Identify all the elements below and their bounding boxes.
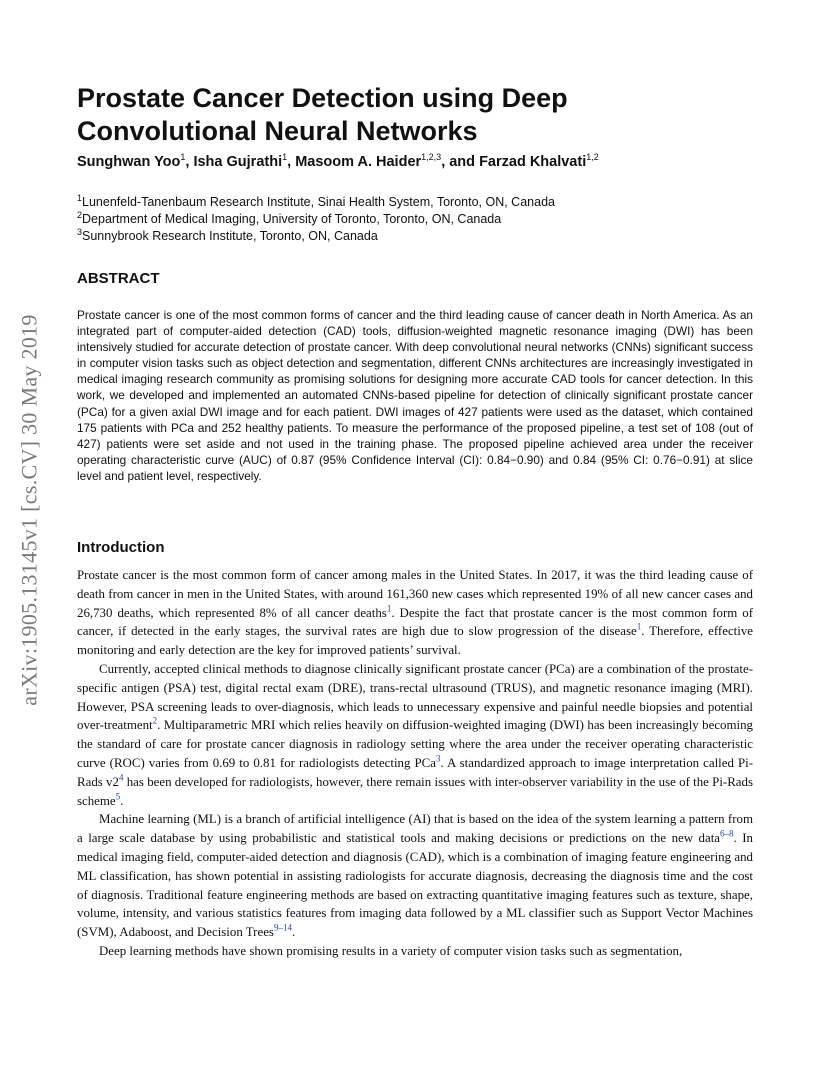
author-separator: , xyxy=(185,154,194,170)
affiliation-text: Department of Medical Imaging, University of Toronto, Toronto, ON, Canada xyxy=(82,212,502,226)
introduction-heading: Introduction xyxy=(77,539,165,556)
abstract-text: Prostate cancer is one of the most common forms of cancer and the third leading cause of cancer death in North America. As an integrated part of computer-aided detection (CAD) tools, diffusion-weighted magnetic resonance imaging (DWI) has been intensively studied for accurate detection of prostate cancer. With deep convolutional neural networks (CNNs) significant success in computer vision tasks such as object detection and segmentation, different CNNs architectures are increasingly investigated in medical imaging research community as promising solutions for designing more accurate CAD tools for cancer detection. In this work, we developed and implemented an automated CNNs-based pipeline for detection of clinically significant prostate cancer (PCa) for a given axial DWI image and for each patient. DWI images of 427 patients were used as the dataset, which contained 175 patients with PCa and 252 healthy patients. To measure the performance of the proposed pipeline, a test set of 108 (out of 427) patients were set aside and not used in the training phase. The proposed pipeline achieved area under the receiver operating characteristic curve (AUC) of 0.87 (95% Confidence Interval (CI): 0.84−0.90) and 0.84 (95% CI: 0.76−0.91) at slice level and patient level, respectively. xyxy=(77,308,753,483)
arxiv-identifier: arXiv:1905.13145v1 [cs.CV] 30 May 2019 xyxy=(17,314,43,706)
author-list xyxy=(77,152,753,172)
author-name: Sunghwan Yoo xyxy=(77,154,181,170)
affiliation-marker: 2 xyxy=(77,209,83,220)
affiliation-item xyxy=(77,228,753,245)
citation-link[interactable]: 6–8 xyxy=(720,828,734,839)
citation-link[interactable]: 1 xyxy=(386,603,392,614)
introduction-body xyxy=(77,566,753,961)
body-paragraph: Deep learning methods have shown promising results in a variety of computer vision tasks such as segmentation, xyxy=(99,943,683,958)
affiliation-text: Sunnybrook Research Institute, Toronto, ON, Canada xyxy=(82,229,378,243)
affiliation-item xyxy=(77,211,753,228)
affiliation-text: Lunenfeld-Tanenbaum Research Institute, Sinai Health System, Toronto, ON, Canada xyxy=(82,195,555,209)
citation-link[interactable]: 5 xyxy=(115,791,121,802)
author-name: Farzad Khalvati xyxy=(479,154,587,170)
body-paragraph: Prostate cancer is the most common form of cancer among males in the United States. In 2017, it was the third leading cause of death from cancer in men in the United States, with around 161,360 new cases which represented 19% of all new cancer cases and 26,730 deaths, which represented 8% of all cancer deaths$^1$. Despite the fact that prostate cancer is the most common form of cancer, if detected in the early stages, the survival rates are high due to slow progression of the disease$^1$. Therefore, effective monitoring and early detection are the key for improved patients’ survival. xyxy=(77,568,753,658)
abstract-heading: ABSTRACT xyxy=(77,270,160,287)
author-affiliation-marker: 1,2 xyxy=(586,152,599,163)
body-paragraph: Machine learning (ML) is a branch of artificial intelligence (AI) that is based on the idea of the system learning a pattern from a large scale database by using probabilistic and statistical tools and making decisions or predictions on the new data$^{6-8}$. In medical imaging field, computer-aided detection and diagnosis (CAD), which is a combination of imaging feature engineering and ML classification, has shown potential in assisting radiologists for accurate diagnosis, decreasing the diagnosis time and the cost of diagnosis. Traditional feature engineering methods are based on extracting quantitative imaging features such as texture, shape, volume, intensity, and various statistics features from imaging data followed by a ML classifier such as Support Vector Machines (SVM), Adaboost, and Decision Trees$^{9-14}$. xyxy=(77,812,754,940)
affiliation-marker: 1 xyxy=(77,192,83,203)
author-separator: , xyxy=(287,154,296,170)
author-affiliation-marker: 1,2,3 xyxy=(421,152,442,163)
citation-link[interactable]: 3 xyxy=(435,753,441,764)
body-paragraph: Currently, accepted clinical methods to diagnose clinically significant prostate cancer (PCa) are a combination of the prostate-specific antigen (PSA) test, digital rectal exam (DRE), trans-rectal ultrasound (TRUS), and magnetic resonance imaging (MRI). However, PSA screening leads to over-diagnosis, which leads to unnecessary expensive and painful needle biopsies and potential over-treatment$^2$. Multiparametric MRI which relies heavily on diffusion-weighted imaging (DWI) has been increasingly becoming the standard of care for prostate cancer diagnosis in radiology setting where the area under the receiver operating characteristic curve (ROC) varies from 0.69 to 0.81 for radiologists detecting PCa$^3$. A standardized approach to image interpretation called Pi-Rads v2$^4$ has been developed for radiologists, however, there remain issues with inter-observer variability in the use of the Pi-Rads scheme$^5$. xyxy=(77,661,754,808)
citation-link[interactable]: 1 xyxy=(636,622,642,633)
citation-link[interactable]: 4 xyxy=(118,772,124,783)
author-separator: , and xyxy=(441,154,480,170)
citation-link[interactable]: 9–14 xyxy=(273,922,292,933)
affiliation-marker: 3 xyxy=(77,226,83,237)
affiliation-list xyxy=(77,194,753,245)
author-affiliation-marker: 1 xyxy=(282,152,288,163)
author-name: Isha Gujrathi xyxy=(193,154,283,170)
author-name: Masoom A. Haider xyxy=(295,154,422,170)
affiliation-item xyxy=(77,194,753,211)
paper-title: Prostate Cancer Detection using Deep Convolutional Neural Networks xyxy=(77,83,568,146)
arxiv-sidebar xyxy=(10,230,50,790)
author-affiliation-marker: 1 xyxy=(180,152,186,163)
citation-link[interactable]: 2 xyxy=(152,716,158,727)
